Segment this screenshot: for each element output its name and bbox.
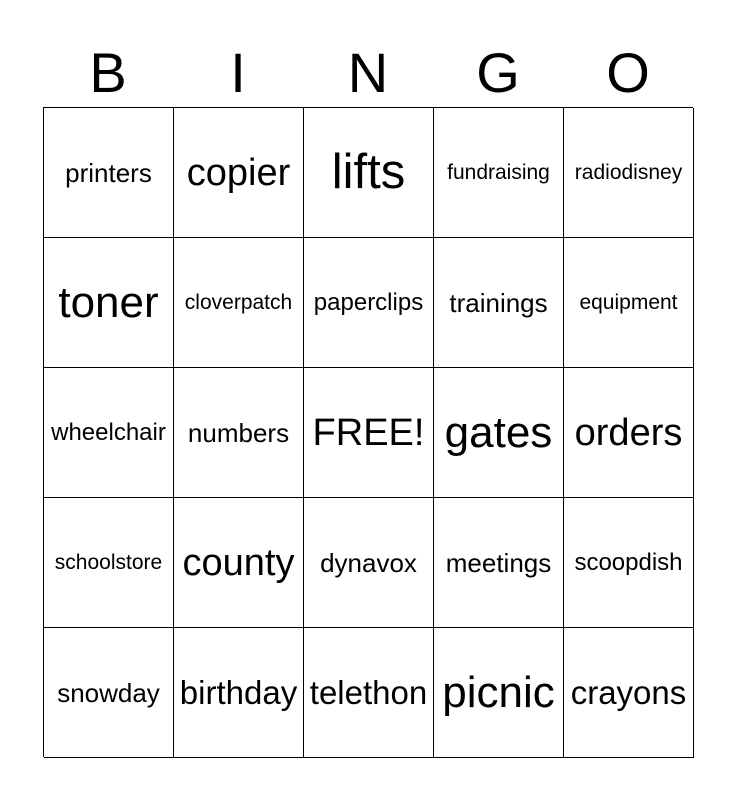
- bingo-cell[interactable]: telethon: [304, 628, 434, 758]
- bingo-cell[interactable]: copier: [174, 108, 304, 238]
- header-letter-g: G: [476, 41, 520, 104]
- bingo-cell[interactable]: orders: [564, 368, 694, 498]
- bingo-cell[interactable]: lifts: [304, 108, 434, 238]
- bingo-cell[interactable]: snowday: [44, 628, 174, 758]
- bingo-cell[interactable]: schoolstore: [44, 498, 174, 628]
- bingo-cell[interactable]: crayons: [564, 628, 694, 758]
- header-letter-i: I: [230, 41, 246, 104]
- header-letter-o: O: [606, 41, 650, 104]
- bingo-cell[interactable]: dynavox: [304, 498, 434, 628]
- header-letter-b: B: [89, 41, 127, 104]
- bingo-cell[interactable]: cloverpatch: [174, 238, 304, 368]
- bingo-cell[interactable]: county: [174, 498, 304, 628]
- bingo-cell[interactable]: paperclips: [304, 238, 434, 368]
- bingo-cell[interactable]: printers: [44, 108, 174, 238]
- bingo-cell[interactable]: wheelchair: [44, 368, 174, 498]
- bingo-cell[interactable]: toner: [44, 238, 174, 368]
- header-letter-n: N: [347, 41, 389, 104]
- bingo-cell[interactable]: radiodisney: [564, 108, 694, 238]
- bingo-cell[interactable]: numbers: [174, 368, 304, 498]
- bingo-cell[interactable]: birthday: [174, 628, 304, 758]
- bingo-cell[interactable]: scoopdish: [564, 498, 694, 628]
- bingo-cell[interactable]: picnic: [434, 628, 564, 758]
- bingo-board: [43, 107, 693, 757]
- free-space-cell[interactable]: FREE!: [304, 368, 434, 498]
- bingo-cell[interactable]: trainings: [434, 238, 564, 368]
- bingo-cell[interactable]: meetings: [434, 498, 564, 628]
- bingo-cell[interactable]: equipment: [564, 238, 694, 368]
- bingo-cell[interactable]: gates: [434, 368, 564, 498]
- bingo-cell[interactable]: fundraising: [434, 108, 564, 238]
- bingo-header: [43, 40, 693, 106]
